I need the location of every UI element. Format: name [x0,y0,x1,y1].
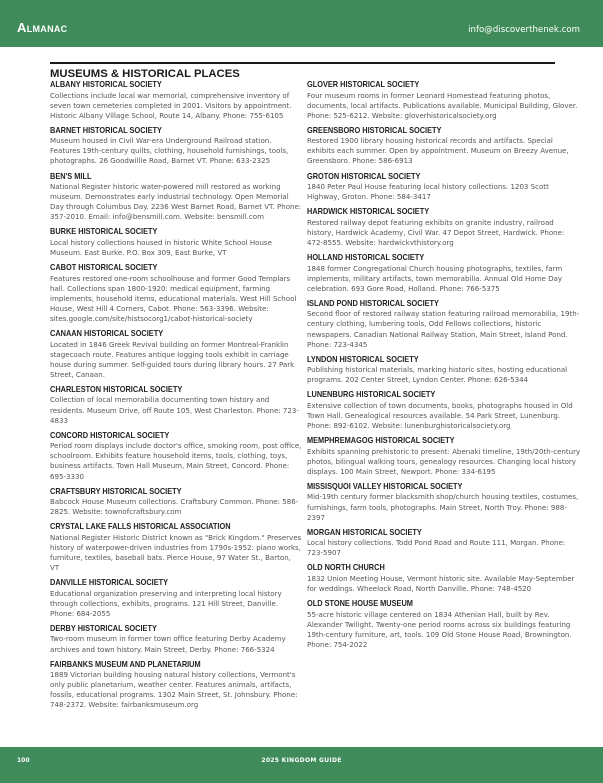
listing-entry [307,80,582,121]
listing-entry [50,329,302,380]
listing-entry [50,660,302,711]
listing-entry [50,227,302,258]
listing-description: Restored 1900 library housing historical records and artifacts. Special exhibits each summer. Open by appointment. Museum on Breezy Avenue, Greensboro. Phone: 586-6913 [307,136,569,166]
listing-description: Two-room museum in former town office featuring Derby Academy archives and town history. Main Street, Derby. Phone: 766-5324 [50,634,286,654]
listing-description: 55-acre historic village centered on 1834 Athenian Hall, built by Rev. Alexander Twilight. Twenty-one period rooms across six buildings featuring 19th-century furniture, art, tools. 109 Old Stone House Road, Brownington. Phone: 754-2022 [307,609,572,649]
listing-description: Local history collections housed in historic White School House Museum. East Burke. P.O. Box 309, East Burke, VT [50,237,272,258]
title-divider [50,62,555,64]
listing-name: CRAFTSBURY HISTORICAL SOCIETY [50,486,182,496]
listing-description: Features restored one-room schoolhouse and former Good Templars hall. Collections span 1800-1920: medical equipment, farming implements, household items, educational materials. West Hill School House, West Hill 4 Corners, Cabot. Phone: 563-3396. Website: sites.google.com/site/histsocorg1/cabot-historical-society [50,273,297,323]
listing-entry [50,263,302,324]
left-column [50,80,302,716]
listing-description: Second floor of restored railway station featuring railroad memorabilia, 19th-century clothing, lumbering tools, Odd Fellows collections, historic newspapers. Canadian National Railway Station, Main Street, Island Pond. Phone: 723-4345 [307,309,580,349]
listing-entry [307,390,582,431]
listing-name: BURKE HISTORICAL SOCIETY [50,227,158,237]
listing-name: GROTON HISTORICAL SOCIETY [307,171,421,181]
listing-description: 1889 Victorian building housing natural history collections, Vermont's only public planetarium, weather center. Features animals, artifacts, fossils, educational programs. 1302 Main Street, St. Johnsbury. Phone: 748-2372. Website: fairbanksmuseum.org [50,670,298,710]
listing-entry [50,385,302,426]
listing-entry [50,431,302,482]
listing-description: Collections include local war memorial, comprehensive inventory of seven town cemeteries completed in 2001. Visitors by appointment. Historic Albany Village School, Route 14, Albany. Phone: 755-6105 [50,90,292,120]
listing-description: Period room displays include doctor's office, smoking room, post office, schoolroom. Exhibits feature household items, tools, clothing, toys, business artifacts. Town Hall Museum, Main Street, Concord. Phone: 695-3330 [50,441,302,481]
contact-email-link[interactable]: info@discoverthenek.com [468,25,580,35]
right-column [307,80,582,655]
listing-description: 1832 Union Meeting House, Vermont historic site. Available May-September for weddings. Wheelock Road, North Danville. Phone: 748-4520 [307,573,575,593]
listing-entry [50,487,302,518]
listing-name: DERBY HISTORICAL SOCIETY [50,623,157,633]
listing-name: ALBANY HISTORICAL SOCIETY [50,80,162,89]
listing-entry [50,522,302,573]
listing-entry [307,207,582,248]
listing-entry [50,578,302,619]
listing-description: Educational organization preserving and interpreting local history through collections, exhibits, programs. 121 Hill Street, Danville. Phone: 684-2055 [50,588,282,618]
listing-entry [50,126,302,167]
listing-name: LYNDON HISTORICAL SOCIETY [307,354,419,364]
listing-entry [307,563,582,594]
listing-name: HOLLAND HISTORICAL SOCIETY [307,253,425,263]
listing-name: HARDWICK HISTORICAL SOCIETY [307,207,430,217]
listing-entry [307,436,582,477]
listing-description: Four museum rooms in former Leonard Homestead featuring photos, documents, local artifacts. Publications available. Municipal Building, Glover. Phone: 525-6212. Website: gloverhistoricalsociety.org [307,90,578,120]
listing-name: ISLAND POND HISTORICAL SOCIETY [307,298,439,308]
page-title: MUSEUMS & HISTORICAL PLACES [50,68,240,80]
listing-name: DANVILLE HISTORICAL SOCIETY [50,578,169,588]
listing-entry [307,482,582,523]
listing-description: Publishing historical materials, marking historic sites, hosting educational programs. 202 Center Street, Lyndon Center. Phone: 626-5344 [307,365,568,385]
listing-entry [50,624,302,655]
listing-entry [307,299,582,350]
listing-name: LUNENBURG HISTORICAL SOCIETY [307,390,436,400]
listing-description: Local history collections. Todd Pond Road and Route 111, Morgan. Phone: 723-5907 [307,538,566,558]
listing-description: Exhibits spanning prehistoric to present: Abenaki timeline, 19th/20th-century photos, bilingual walking tours, genealogy resources. Changing local history displays. 100 Main Street, Newport. Phone: 334-6195 [307,446,581,476]
listing-entry [307,253,582,294]
listing-name: OLD NORTH CHURCH [307,563,385,573]
listing-entry [307,528,582,559]
listing-name: GLOVER HISTORICAL SOCIETY [307,80,420,89]
listing-description: Collection of local memorabilia documenting town history and residents. Museum Drive, off Route 105, West Charleston. Phone: 723-4833 [50,395,299,425]
listing-name: GREENSBORO HISTORICAL SOCIETY [307,125,442,135]
publication-name: 2025 KINGDOM GUIDE [261,757,342,764]
listing-name: BEN'S MILL [50,171,92,181]
listing-description: Mid-19th century former blacksmith shop/church housing textiles, costumes, furnishings, farm tools, photographs. Main Street, North Troy. Phone: 988-2397 [307,492,579,522]
listing-description: 1848 former Congregational Church housing photographs, textiles, farm implements, military artifacts, town memorabilia. Annual Old Home Day celebration. 693 Gore Road, Holland. Phone: 766-5375 [307,263,563,293]
listing-description: 1840 Peter Paul House featuring local history collections. 1203 Scott Highway, Groton. Phone: 584-3417 [307,182,549,202]
listing-description: National Register historic water-powered mill restored as working museum. Demonstrates early industrial technology. Open Memorial Day through Columbus Day. 2236 West Barnet Road, Barnet VT. Phone: 357-2010. Email: info@bensmill.com. Website: bensmill.com [50,182,302,222]
listing-name: CONCORD HISTORICAL SOCIETY [50,430,170,440]
page-number: 100 [17,757,30,764]
listing-entry [307,355,582,386]
section-brand: Almanac [17,20,68,35]
footer-bar [0,747,603,783]
listing-name: MEMPHREMAGOG HISTORICAL SOCIETY [307,436,455,446]
listing-name: BARNET HISTORICAL SOCIETY [50,125,162,135]
listing-description: Restored railway depot featuring exhibits on granite industry, railroad history, Hardwick Academy, Civil War. 47 Depot Street, Hardwick. Phone: 472-8555. Website: hardwickvthistory.org [307,217,565,247]
listing-entry [307,172,582,203]
listing-name: OLD STONE HOUSE MUSEUM [307,599,413,609]
listing-entry [50,172,302,223]
listing-description: Babcock House Museum collections. Craftsbury Common. Phone: 586-2825. Website: townofcraftsbury.com [50,497,299,517]
listing-name: MISSISQUOI VALLEY HISTORICAL SOCIETY [307,481,463,491]
listing-entry [307,126,582,167]
listing-description: National Register Historic District known as "Brick Kingdom." Preserves history of waterpower-driven industries from 1790s-1952: piano works, furniture, textiles, baseball bats. Pierce House, 97 Water St., Barton, VT [50,532,302,573]
listing-name: FAIRBANKS MUSEUM AND PLANETARIUM [50,659,201,669]
listing-name: MORGAN HISTORICAL SOCIETY [307,527,422,537]
listing-entry [50,80,302,121]
top-banner [0,0,603,47]
listing-entry [307,599,582,650]
listing-name: CABOT HISTORICAL SOCIETY [50,263,158,273]
listing-name: CRYSTAL LAKE FALLS HISTORICAL ASSOCIATION [50,522,231,532]
listing-description: Extensive collection of town documents, books, photographs housed in Old Town Hall. Genealogical resources available. 54 Park Street, Lunenburg. Phone: 892-6102. Website: lunenburghistoricalsociety.org [307,400,573,431]
listing-description: Museum housed in Civil War-era Underground Railroad station. Features 19th-century quilts, clothing, household furnishings, tools, photographs. 26 Goodwillie Road, Barnet VT. Phone: 633-2325 [50,136,289,166]
listing-description: Located in 1846 Greek Revival building on former Montreal-Franklin stagecoach route. Features antique logging tools exhibit in carriage house during summer. Self-guided tours during library hours. 27 Park Street, Canaan. [50,339,295,379]
listing-name: CHARLESTON HISTORICAL SOCIETY [50,384,183,394]
listing-name: CANAAN HISTORICAL SOCIETY [50,329,164,339]
